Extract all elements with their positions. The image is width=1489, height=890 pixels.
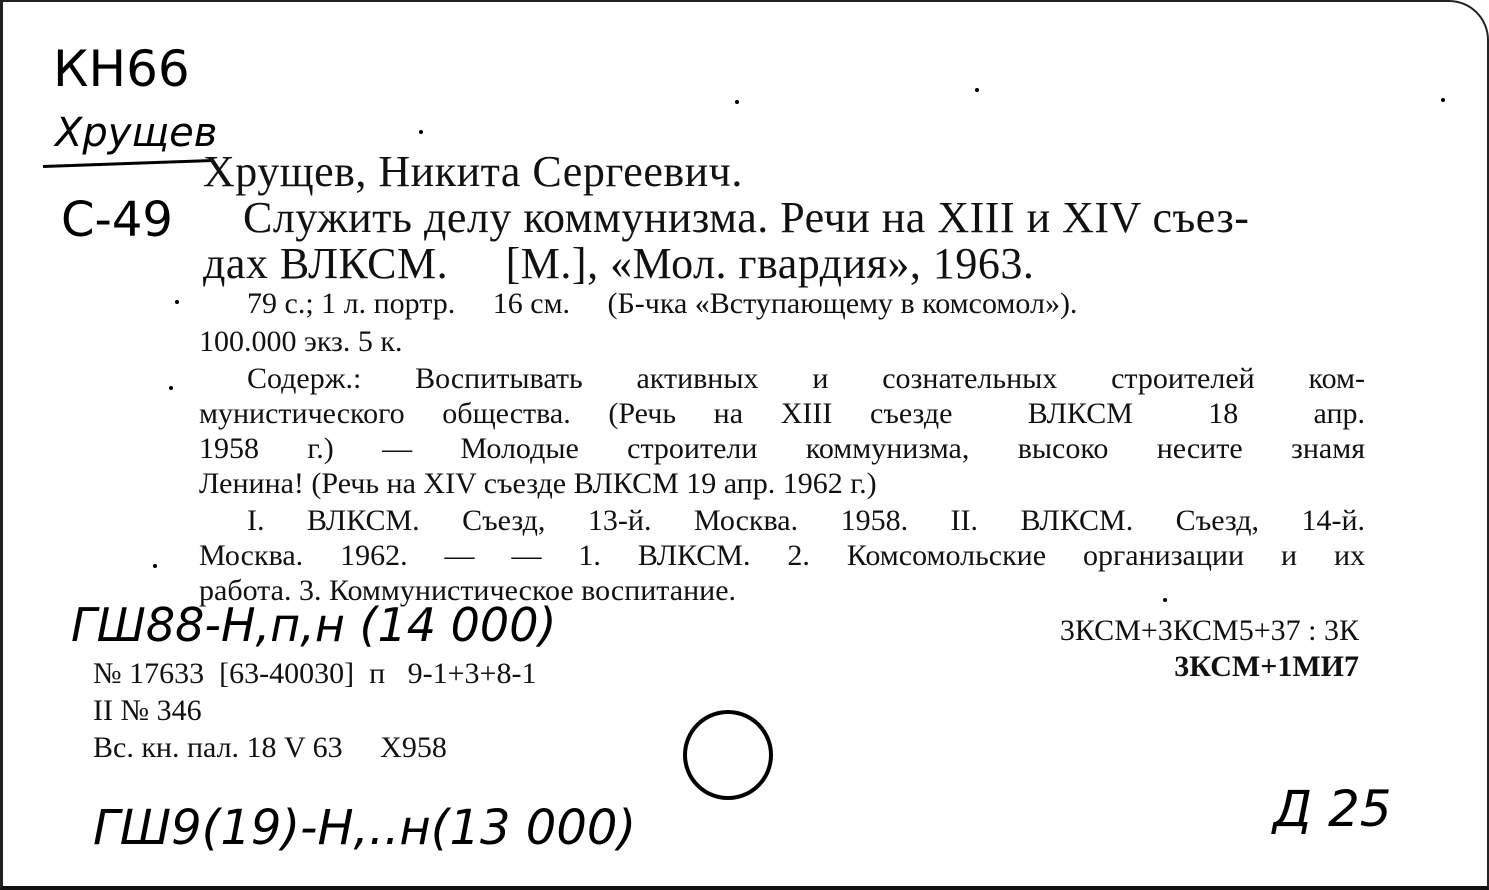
classification-1: 3КСМ+3КСМ5+37 : 3К	[1059, 614, 1359, 647]
contents-line-2: мунистического общества. (Речь на XIII съезде ВЛКСМ 18 апр.	[199, 397, 1365, 430]
handwritten-author: Хрущев	[55, 110, 218, 156]
scan-speck	[735, 100, 739, 104]
scan-speck	[175, 300, 179, 304]
handwritten-note-2: ГШ9(19)-Н,..н(13 000)	[93, 800, 637, 856]
classification-2: 3КСМ+1МИ7	[1174, 650, 1359, 683]
handwritten-cutter-number: С-49	[61, 192, 173, 248]
handwritten-note-1: ГШ88-Н,п,н (14 000)	[71, 598, 557, 652]
contents-line-1: Содерж.: Воспитывать активных и сознательных строителей ком-	[247, 362, 1365, 395]
scan-speck	[419, 130, 423, 134]
contents-line-3: 1958 г.) — Молодые строители коммунизма, высоко несите знамя	[199, 432, 1365, 465]
handwritten-shelfmark: КН66	[53, 40, 190, 98]
contents-line-4: Ленина! (Речь на XIV съезде ВЛКСМ 19 апр. 1962 г.)	[199, 467, 877, 500]
handwritten-note-3: Д 25	[1273, 780, 1392, 838]
scan-speck	[169, 386, 173, 390]
scan-speck	[153, 564, 157, 568]
subjects-line-3: работа. 3. Коммунистическое воспитание.	[199, 574, 737, 607]
record-number: № 17633 [63-40030] п 9-1+3+8-1	[93, 657, 537, 690]
collation-line-2: 100.000 экз. 5 к.	[199, 325, 403, 358]
entry-heading: Хрущев, Никита Сергеевич.	[203, 147, 743, 196]
subjects-line-1: I. ВЛКСМ. Съезд, 13-й. Москва. 1958. II. ВЛКСМ. Съезд, 14-й.	[247, 504, 1365, 537]
series-number: II № 346	[93, 694, 202, 727]
scan-speck	[1163, 598, 1167, 602]
collation-line-1: 79 с.; 1 л. портр. 16 см. (Б-чка «Вступающему в комсомол»).	[247, 287, 1078, 320]
chamber-line: Вс. кн. пал. 18 V 63 Х958	[93, 731, 447, 764]
scan-speck	[975, 88, 979, 92]
punch-hole-circle	[683, 710, 773, 800]
title-line-1: Служить делу коммунизма. Речи на XIII и XIV съез-	[243, 193, 1250, 242]
subjects-line-2: Москва. 1962. — — 1. ВЛКСМ. 2. Комсомольские организации и их	[199, 539, 1365, 572]
title-line-2: дах ВЛКСМ. [М.], «Мол. гвардия», 1963.	[203, 239, 1035, 288]
scan-speck	[1441, 98, 1445, 102]
handwritten-underline	[43, 159, 213, 168]
